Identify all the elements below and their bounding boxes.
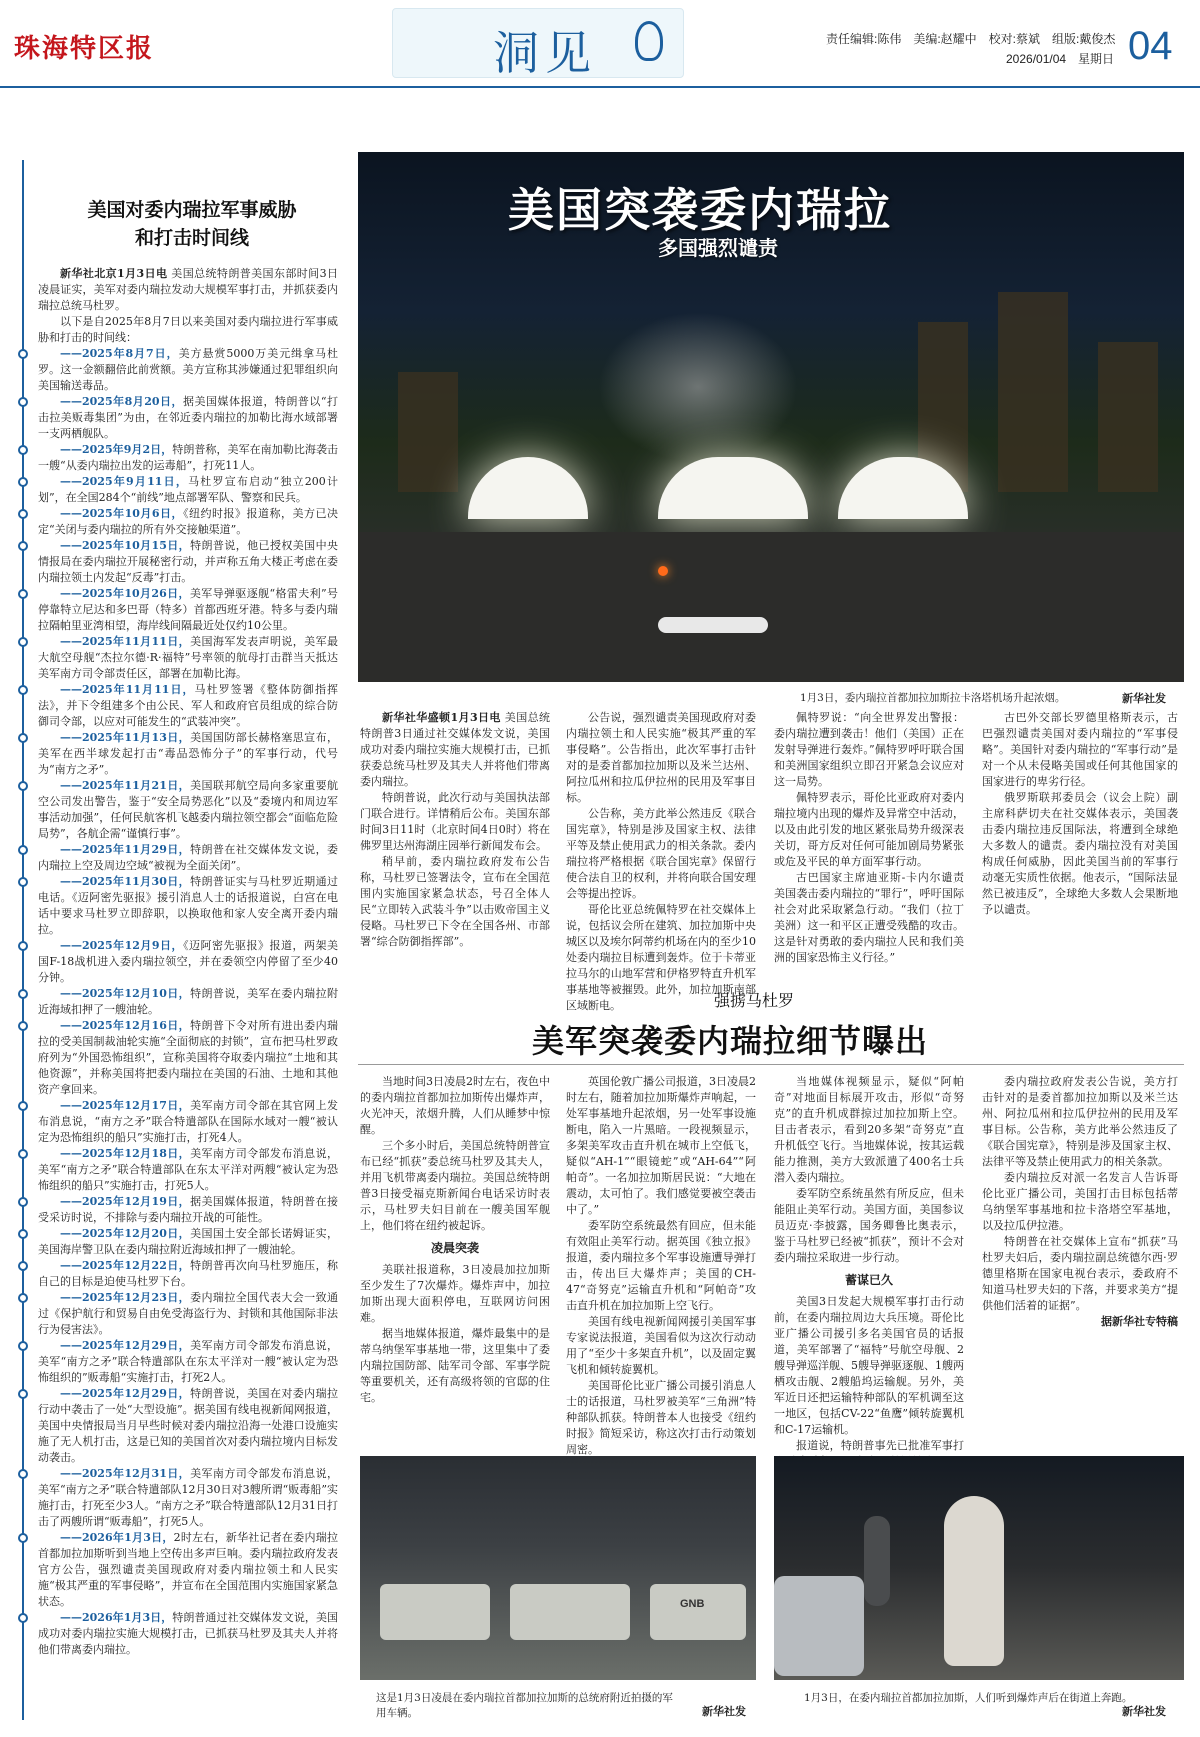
timeline-entry (38, 1018, 338, 1098)
timeline-entry-date: ——2025年12月31日， (60, 1467, 191, 1480)
timeline-dot (18, 1197, 28, 1207)
article1-p5: 公告称，美方此举公然违反《联合国宪章》，特别是涉及国家主权、法律平等及禁止使用武力的相关条款。委内瑞拉将严格根据《联合国宪章》保留行使合法自卫的权利，并将向联合国安理会等提出控诉。 (566, 807, 756, 900)
timeline-entry-text: 美军导弹驱逐舰“格雷夫利”号停靠特立尼达和多巴哥（特多）首都西班牙港。特多与委内瑞拉隔帕里亚湾相望，海岸线间隔最近处仅约10公里。 (38, 587, 339, 632)
timeline-dot (18, 477, 28, 487)
section-banner (392, 8, 684, 78)
runway (358, 532, 1184, 682)
article2-p9: 当地媒体视频显示，疑似“阿帕奇”对地面目标展开攻击，形似“奇努克”的直升机成群掠过加拉加斯上空。目击者表示，看到20多架“奇努克”直升机低空飞行。当地媒体说，按其运载能力推测，美方大致派遣了400名士兵潜入委内瑞拉。 (774, 1075, 964, 1184)
timeline-dot (18, 445, 28, 455)
timeline-entry-text: 特朗普再次向马杜罗施压，称自己的目标是迫使马杜罗下台。 (38, 1259, 338, 1288)
timeline-title: 美国对委内瑞拉军事威胁 和打击时间线 (87, 199, 297, 249)
hero-subheadline: 多国强烈谴责 (658, 236, 778, 260)
timeline-entry-date: ——2025年10月15日， (60, 539, 191, 552)
timeline-entry-text: 特朗普通过社交媒体发文说，美国成功对委内瑞拉实施大规模打击，已抓获马杜罗及其夫人并将他们带离委内瑞拉。 (38, 1611, 338, 1656)
lightbulb-icon (635, 21, 663, 61)
timeline-entry (38, 394, 338, 442)
header-divider (0, 86, 1200, 88)
timeline-dot (18, 1341, 28, 1351)
military-vehicles-photo (360, 1456, 756, 1680)
timeline-entry-text: 美方悬赏5000万美元缉拿马杜罗。这一金额翻倍此前赏额。美方宣称其涉嫌通过犯罪组织向美国输送毒品。 (38, 347, 338, 392)
timeline-entry (38, 634, 338, 682)
article2-p8: 美国哥伦比亚广播公司援引消息人士的话报道，马杜罗被美军“三角洲”特种部队抓获。特朗普本人也接受《纽约时报》简短采访，称这次打击行动策划周密。 (566, 1379, 756, 1456)
timeline-dot (18, 509, 28, 519)
timeline-entry-text: 特朗普说，美军在委内瑞拉附近海域扣押了一艘油轮。 (38, 987, 338, 1016)
article2-p15: 特朗普在社交媒体上宣布“抓获”马杜罗夫妇后，委内瑞拉副总统德尔西·罗德里格斯在国家电视台表示，委政府不知道马杜罗夫妇的下落，并要求美方“提供他们活着的证据”。 (982, 1235, 1178, 1312)
vehicle-marking: GNB (680, 1598, 705, 1610)
timeline-entry-date: ——2025年11月13日， (60, 731, 191, 744)
hero-credit: 新华社发 (1122, 693, 1166, 705)
running-man (864, 1516, 890, 1606)
timeline-entry-text: 美军南方司令部发布消息说，美军“南方之矛”联合特遣部队12月30日对3艘所谓“贩毒船”实施打击，打死至少3人。“南方之矛”联合特遣部队12月31日打击了两艘所谓“贩毒船”，打死5人。 (38, 1467, 338, 1528)
timeline-intro-2: 以下是自2025年8月7日以来美国对委内瑞拉进行军事威胁和打击的时间线： (38, 315, 338, 344)
article2-col3 (774, 1074, 964, 1450)
article2-col1 (360, 1074, 550, 1450)
timeline-entry (38, 1466, 338, 1530)
timeline-entry (38, 842, 338, 874)
timeline-entry-date: ——2025年12月19日， (60, 1195, 191, 1208)
timeline-entry-text: 《迈阿密先驱报》报道，两架美国F-18战机进入委内瑞拉领空，并在委领空内停留了至少40分钟。 (38, 939, 339, 984)
timeline-dot (18, 941, 28, 951)
timeline-entry (38, 1194, 338, 1226)
article2-p4: 据当地媒体报道，爆炸最集中的是蒂乌纳堡军事基地一带，这里集中了委内瑞拉国防部、陆军司令部、军事学院等重要机关，还有高级将领的官邸的住宅。 (360, 1327, 550, 1404)
article2-p3: 美联社报道称，3日凌晨加拉加斯至少发生了7次爆炸。爆炸声中，加拉加斯出现大面积停电，互联网访问困难。 (360, 1263, 550, 1324)
dateline: 新华社华盛顿1月3日电 (382, 711, 501, 724)
timeline-entry-date: ——2025年8月7日， (60, 347, 179, 360)
timeline-dot (18, 1389, 28, 1399)
timeline-entry-text: 马杜罗签署《整体防御指挥法》，并下令组建多个由公民、军人和政府官员组成的综合防御司令部，以应对可能发生的“武装冲突”。 (38, 683, 338, 728)
article1-p3: 稍早前，委内瑞拉政府发布公告称，马杜罗已签署法令，宣布在全国范围内实施国家紧急状态，号召全体人民“立即转入武装斗争”以击败帝国主义侵略。马杜罗已下令在全国各州、市部署“综合防御指挥部”。 (360, 855, 550, 948)
timeline-dot (18, 1229, 28, 1239)
timeline-entry-date: ——2025年12月22日， (60, 1259, 191, 1272)
timeline-column (22, 160, 340, 1720)
timeline-entry-text: 特朗普说，他已授权美国中央情报局在委内瑞拉开展秘密行动，并声称五角大楼正考虑在委内瑞拉领土内发起“反毒”打击。 (38, 539, 338, 584)
article2-col2 (566, 1074, 756, 1456)
timeline-entry (38, 730, 338, 778)
timeline-entry-text: 美国海军发表声明说，美军最大航空母舰“杰拉尔德·R·福特”号率领的航母打击群当天抵达美军南方司令部责任区，部署在加勒比海。 (38, 635, 338, 680)
timeline-dot (18, 1293, 28, 1303)
article2-p2: 三个多小时后，美国总统特朗普宣布已经“抓获”委总统马杜罗及其夫人，并用飞机带离委内瑞拉。美国总统特朗普3日接受福克斯新闻台电话采访时表示，马杜罗夫妇目前在一艘美国军舰上，他们将在纽约被起诉。 (360, 1139, 550, 1232)
page-header (0, 0, 1200, 84)
timeline-entry (38, 538, 338, 586)
timeline-dot (18, 1101, 28, 1111)
article2-p13: 委内瑞拉政府发表公告说，美方打击针对的是委首都加拉加斯以及米兰达州、阿拉瓜州和拉瓜伊拉州的民用及军事目标。公告称，美方此举公然违反了《联合国宪章》，特别是涉及国家主权、法律平等及禁止使用武力的相关条款。 (982, 1075, 1178, 1168)
timeline-dot (18, 685, 28, 695)
staff-credits: 责任编辑:陈伟 美编:赵耀中 校对:蔡斌 组版:戴俊杰 (826, 32, 1116, 46)
armored-vehicle (650, 1584, 746, 1640)
timeline-entry-date: ——2025年11月30日， (60, 875, 191, 888)
section-title: 洞见 (493, 26, 597, 80)
hangar (658, 457, 808, 519)
timeline-entry-date: ——2026年1月3日， (60, 1531, 174, 1544)
timeline-entry-date: ——2025年12月18日， (60, 1147, 191, 1160)
timeline-line (22, 160, 24, 1720)
article1-p11: 俄罗斯联邦委员会（议会上院）副主席科萨切夫在社交媒体表示，美国袭击委内瑞拉违反国际法，将遭到全球绝大多数人的谴责。委内瑞拉没有对美国构成任何威胁，因此美国当前的军事行动毫无实质性依据。他表示，“国际法显然已被违反”，全球绝大多数人会果断地予以谴责。 (982, 791, 1178, 916)
article1-p4: 公告说，强烈谴责美国现政府对委内瑞拉领土和人民实施“极其严重的军事侵略”。公告指出，此次军事打击针对的是委首都加拉加斯以及米兰达州、阿拉瓜州和拉瓜伊拉州的民用及军事目标。 (566, 711, 756, 804)
timeline-entry (38, 1530, 338, 1610)
timeline-dot (18, 989, 28, 999)
timeline-entry-date: ——2025年11月11日， (60, 635, 191, 648)
timeline-entry-date: ——2025年9月2日， (60, 443, 173, 456)
timeline-entry-text: 美军南方司令部在其官网上发布消息说，“南方之矛”联合特遣部队在国际水域对一艘“被认定为恐怖组织的船只”实施打击，打死4人。 (38, 1099, 338, 1144)
timeline-entry-text: 据美国媒体报道，特朗普以“打击拉美贩毒集团”为由，在邻近委内瑞拉的加勒比海水域部署一支两栖舰队。 (38, 395, 339, 440)
timeline-entry-text: 2时左右，新华社记者在委内瑞拉首都加拉加斯听到当地上空传出多声巨响。委内瑞拉政府发表官方公告，强烈谴责美国现政府对委内瑞拉领土和人民实施“极其严重的军事侵略”，并宣布在全国范围内实施国家紧急状态。 (38, 1531, 338, 1608)
article1-p2: 特朗普说，此次行动与美国执法部门联合进行。详情稍后公布。美国东部时间3日11时（北京时间4日0时）将在佛罗里达州海湖庄园举行新闻发布会。 (360, 791, 550, 852)
timeline-entry (38, 1290, 338, 1338)
photo-left-credit: 新华社发 (702, 1706, 746, 1718)
article1-col4 (982, 710, 1178, 990)
timeline-entry (38, 1610, 338, 1658)
timeline-entry-text: 特朗普称，美军在南加勒比海袭击一艘“从委内瑞拉出发的运毒船”，打死11人。 (38, 443, 338, 472)
timeline-entry (38, 1386, 338, 1466)
timeline-entry (38, 874, 338, 938)
article2-kicker: 强掳马杜罗 (714, 991, 795, 1010)
timeline-entry (38, 1338, 338, 1386)
running-woman (944, 1496, 1004, 1666)
timeline-dot (18, 781, 28, 791)
timeline-entry (38, 986, 338, 1018)
article2-headline: 美军突袭委内瑞拉细节曝出 (532, 1022, 929, 1060)
article1-p6: 哥伦比亚总统佩特罗在社交媒体上说，包括议会所在建筑、加拉加斯中央城区以及埃尔阿蒂约机场在内的至少10处委内瑞拉目标遭到轰炸。位于卡蒂亚拉马尔的山地军营和伊格罗特直升机军事基地等被摧毁。此外，加拉加斯南部区域断电。 (566, 903, 756, 1012)
article1-col3 (774, 710, 964, 990)
timeline-dot (18, 1021, 28, 1031)
hero-headline: 美国突袭委内瑞拉 (508, 183, 892, 237)
timeline-entry-date: ——2025年12月16日， (60, 1019, 191, 1032)
timeline-entry-date: ——2025年10月6日， (60, 507, 184, 520)
hangar (468, 457, 588, 519)
timeline-dot (18, 733, 28, 743)
smoke-plume (598, 312, 798, 462)
parked-jet (658, 617, 768, 633)
article1-p1: 美国总统特朗普3日通过社交媒体发文说，美国成功对委内瑞拉实施大规模打击，已抓获委总统马杜罗及其夫人并将他们带离委内瑞拉。 (360, 711, 551, 788)
timeline-intro: 美国总统特朗普美国东部时间3日凌晨证实，美军对委内瑞拉发动大规模军事打击，并抓获委内瑞拉总统马杜罗。 (38, 267, 338, 312)
article2-subhead: 蓄谋已久 (844, 1273, 893, 1287)
timeline-dot (18, 349, 28, 359)
article2-p10: 委军防空系统虽然有所反应，但未能阻止美军行动。美国方面，美国参议员迈克·李披露，国务卿鲁比奥表示，鉴于马杜罗已经被“抓获”，预计不会对委内瑞拉采取进一步行动。 (774, 1187, 964, 1264)
timeline-dot (18, 1533, 28, 1543)
timeline-dot (18, 845, 28, 855)
article1-p7: 佩特罗说：“向全世界发出警报：委内瑞拉遭到袭击！他们（美国）正在发射导弹进行轰炸。”佩特罗呼吁联合国和美洲国家组织立即召开紧急会议应对这一局势。 (774, 711, 964, 788)
headline-divider (358, 1064, 1184, 1065)
hero-caption: 1月3日，委内瑞拉首都加拉加斯拉卡洛塔机场升起浓烟。 (800, 692, 1066, 704)
timeline-entry (38, 682, 338, 730)
timeline-dot (18, 589, 28, 599)
timeline-entry (38, 506, 338, 538)
timeline-entry-text: 美国国防部长赫格塞思宣布，美军在西半球发起打击“毒品恐怖分子”的军事行动，代号为“南方之矛”。 (38, 731, 338, 776)
article2-p1: 当地时间3日凌晨2时左右，夜色中的委内瑞拉首都加拉加斯传出爆炸声，火光冲天，浓烟升腾，人们从睡梦中惊醒。 (360, 1075, 550, 1136)
timeline-entry-text: 马杜罗宣布启动“独立200计划”，在全国284个“前线”地点部署军队、警察和民兵。 (38, 475, 339, 504)
dateline: 新华社北京1月3日电 (60, 267, 168, 280)
timeline-entry (38, 1098, 338, 1146)
fire-spot (658, 566, 668, 576)
timeline-dot (18, 877, 28, 887)
article2-source: 据新华社专特稿 (1101, 1315, 1178, 1328)
timeline-dot (18, 1613, 28, 1623)
timeline-dot (18, 637, 28, 647)
timeline-entry (38, 474, 338, 506)
article1-col1 (360, 710, 550, 990)
issue-date: 2026/01/04 星期日 (1006, 52, 1115, 66)
timeline-entry-text: 特朗普在社交媒体发文说，委内瑞拉上空及周边空域“被视为全面关闭”。 (38, 843, 338, 872)
timeline-entry (38, 1146, 338, 1194)
timeline-entry-text: 美军南方司令部发布消息说，美军“南方之矛”联合特遣部队在东太平洋对两艘“被认定为恐怖组织的船只”实施打击，打死5人。 (38, 1147, 338, 1192)
article2-p7: 美国有线电视新闻网援引美国军事专家说法报道，美国看似为这次行动动用了“至少十多架直升机”，以及固定翼飞机和倾转旋翼机。 (566, 1315, 756, 1376)
timeline-dot (18, 1261, 28, 1271)
photo-right-caption: 1月3日，在委内瑞拉首都加拉加斯，人们听到爆炸声后在街道上奔跑。 (804, 1692, 1133, 1704)
armored-vehicle (380, 1584, 490, 1640)
timeline-entry-date: ——2025年12月17日， (60, 1099, 191, 1112)
armored-vehicle (510, 1584, 630, 1640)
article2-p5: 英国伦敦广播公司报道，3日凌晨2时左右，随着加拉加斯爆炸声响起，一处军事基地升起浓烟，另一处军事设施断电，陷入一片黑暗。一段视频显示，多架美军攻击直升机在城市上空低飞，疑似“AH-1”“眼镜蛇”或“AH-64”“阿帕奇”。一名加拉加斯居民说：“大地在震动，太可怕了。我们感觉要被空袭击中了。” (566, 1075, 756, 1216)
building (398, 372, 458, 492)
article2-subhead: 凌晨突袭 (430, 1241, 479, 1255)
article2-p12: 报道说，特朗普事先已批准军事打 (796, 1439, 964, 1452)
timeline-entry (38, 586, 338, 634)
timeline-entry-date: ——2026年1月3日， (60, 1611, 173, 1624)
parked-car (774, 1576, 864, 1676)
article2-p11: 美国3日发起大规模军事打击行动前，在委内瑞拉周边大兵压境。哥伦比亚广播公司援引多名美国官员的话报道，美军部署了“福特”号航空母舰、2艘导弹巡洋舰、5艘导弹驱逐舰、1艘两栖攻击舰、2艘船坞运输舰。另外，美军近日还把运输特种部队的军机调至这一地区，包括CV-22“鱼鹰”倾转旋翼机和C-17运输机。 (774, 1295, 964, 1436)
timeline-entry-date: ——2025年12月23日， (60, 1291, 191, 1304)
hero-photo (358, 152, 1184, 682)
article1-p8: 佩特罗表示，哥伦比亚政府对委内瑞拉境内出现的爆炸及异常空中活动，以及由此引发的地区紧张局势升级深表关切，哥方反对任何可能加剧局势紧张或危及平民的单方面军事行动。 (774, 791, 964, 868)
timeline-dot (18, 397, 28, 407)
building (1098, 342, 1158, 492)
timeline-entry-text: 美国联邦航空局向多家重要航空公司发出警告，鉴于“安全局势恶化”以及“委境内和周边军事活动加强”，任何民航客机飞越委内瑞拉领空都会“面临危险局势”，各航企需“谨慎行事”。 (38, 779, 338, 840)
timeline-entry-date: ——2025年11月11日， (60, 683, 195, 696)
timeline-entry-text: 美国国土安全部长诺姆证实，美国海岸警卫队在委内瑞拉附近海域扣押了一艘油轮。 (38, 1227, 338, 1256)
timeline-entry-date: ——2025年8月20日， (60, 395, 184, 408)
timeline-entry-text: 《纽约时报》报道称，美方已决定“关闭与委内瑞拉的所有外交接触渠道”。 (38, 507, 339, 536)
timeline-entry-date: ——2025年12月20日， (60, 1227, 191, 1240)
masthead-logo: 珠海特区报 (14, 34, 155, 64)
timeline-entry-text: 特朗普下令对所有进出委内瑞拉的受美国制裁油轮实施“全面彻底的封锁”，宣布把马杜罗政府列为“外国恐怖组织”，宣称美国将夺取委内瑞拉“土地和其他资源”，并称美国将把委内瑞拉在美国的石油、土地和其他资产拿回来。 (38, 1019, 338, 1096)
timeline-entry (38, 778, 338, 842)
timeline-entry-date: ——2025年12月10日， (60, 987, 191, 1000)
timeline-entry-date: ——2025年11月21日， (60, 779, 191, 792)
timeline-body (38, 266, 338, 1658)
timeline-entry (38, 1226, 338, 1258)
timeline-entry-text: 美军南方司令部发布消息说，美军“南方之矛”联合特遣部队在东太平洋对一艘“被认定为恐怖组织的”贩毒船“实施打击，打死2人。 (38, 1339, 338, 1384)
timeline-entry-date: ——2025年11月29日， (60, 843, 191, 856)
timeline-dot (18, 1469, 28, 1479)
photo-right-credit: 新华社发 (1122, 1706, 1166, 1718)
street-running-photo (774, 1456, 1184, 1680)
timeline-dot (18, 1149, 28, 1159)
timeline-entry-text: 据美国媒体报道，特朗普在接受采访时说，不排除与委内瑞拉开战的可能性。 (38, 1195, 338, 1224)
article2-p14: 委内瑞拉反对派一名发言人告诉哥伦比亚广播公司，美国打击目标包括蒂乌纳堡军事基地和拉卡洛塔空军基地，以及拉瓜伊拉港。 (982, 1171, 1178, 1232)
timeline-dot (18, 541, 28, 551)
timeline-entry-text: 委内瑞拉全国代表大会一致通过《保护航行和贸易自由免受海盗行为、封锁和其他国际非法行为侵害法》。 (38, 1291, 338, 1336)
timeline-entry-date: ——2025年12月9日， (60, 939, 184, 952)
article2-p6: 委军防空系统最然有回应，但未能有效阻止美军行动。据英国《独立报》报道，委内瑞拉多个军事设施遭导弹打击，传出巨大爆炸声；美国的CH-47“奇努克”运输直升机和“阿帕奇”攻击直升机在加拉加斯上空飞行。 (566, 1219, 756, 1312)
timeline-entry (38, 938, 338, 986)
timeline-entry-date: ——2025年9月11日， (60, 475, 189, 488)
timeline-entry (38, 346, 338, 394)
timeline-entry-date: ——2025年10月26日， (60, 587, 190, 600)
timeline-entry (38, 442, 338, 474)
photo-left-caption: 这是1月3日凌晨在委内瑞拉首都加拉加斯的总统府附近拍摄的军用车辆。 (376, 1692, 673, 1719)
timeline-entry-date: ——2025年12月29日， (60, 1387, 191, 1400)
timeline-entry (38, 1258, 338, 1290)
article1-p9: 古巴国家主席迪亚斯-卡内尔谴责美国袭击委内瑞拉的“罪行”，呼吁国际社会对此采取紧急行动。“我们（拉丁美洲）这一和平区正遭受残酷的攻击。这是针对勇敢的委内瑞拉人民和我们美洲的国家恐怖主义行径。” (774, 871, 964, 964)
article1-p10: 古巴外交部长罗德里格斯表示，古巴强烈谴责美国对委内瑞拉的“军事侵略”。美国针对委内瑞拉的“军事行动”是对一个从未侵略美国或任何其他国家的国家进行的卑劣行径。 (982, 711, 1178, 788)
timeline-entry-date: ——2025年12月29日， (60, 1339, 191, 1352)
timeline-entry-text: 特朗普证实与马杜罗近期通过电话。《迈阿密先驱报》援引消息人士的话报道说，白宫在电话中要求马杜罗立即辞职，以换取他和家人安全离开委内瑞拉。 (38, 875, 338, 936)
article2-col4 (982, 1074, 1178, 1450)
page-number: 04 (1128, 24, 1173, 68)
timeline-entry-text: 特朗普说，美国在对委内瑞拉行动中袭击了一处“大型设施”。据美国有线电视新闻网报道，美国中央情报局当月早些时候对委内瑞拉沿海一处港口设施实施了无人机打击，这是已知的美国首次对委内瑞拉境内目标发动袭击。 (38, 1387, 338, 1464)
building (998, 292, 1068, 492)
